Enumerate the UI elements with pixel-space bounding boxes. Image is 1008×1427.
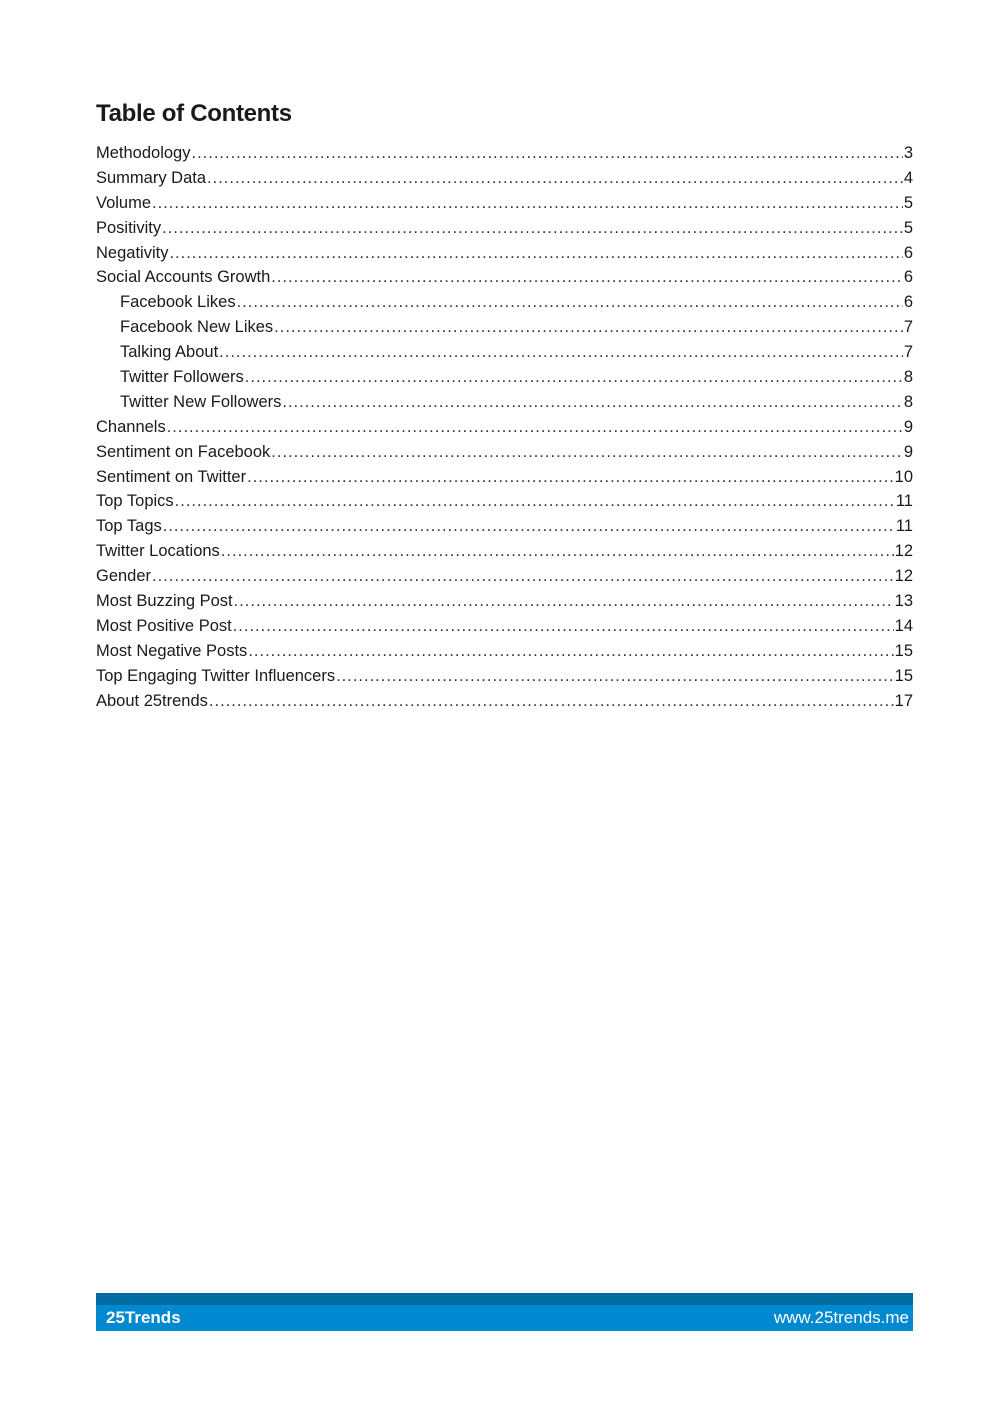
toc-leader-dots <box>152 191 903 216</box>
toc-entry[interactable] <box>96 564 913 589</box>
toc-entry-label: Facebook New Likes <box>120 318 274 337</box>
toc-entry-label: Channels <box>96 417 166 436</box>
toc-entry-page-number: 17 <box>894 691 913 710</box>
toc-entry[interactable] <box>96 191 913 216</box>
toc-entry[interactable] <box>96 315 913 340</box>
footer-url[interactable]: www.25trends.me <box>773 1308 909 1327</box>
toc-entry-label: Top Engaging Twitter Influencers <box>96 666 336 685</box>
toc-entry-page-number: 5 <box>903 193 913 212</box>
toc-entry-label: Most Buzzing Post <box>96 592 233 611</box>
toc-entry-label: Most Negative Posts <box>96 641 248 660</box>
toc-entry[interactable] <box>96 589 913 614</box>
toc-entry-label: Twitter Followers <box>120 368 244 387</box>
toc-entry-page-number: 3 <box>903 144 913 162</box>
toc-entry[interactable] <box>96 689 913 714</box>
toc-entry-label: Methodology <box>96 144 191 162</box>
toc-entry[interactable] <box>96 166 913 191</box>
toc-leader-dots <box>271 440 903 465</box>
toc-entry-page-number: 13 <box>894 592 913 611</box>
toc-leader-dots <box>245 365 903 390</box>
toc-entry[interactable] <box>96 440 913 465</box>
toc-entry-label: About 25trends <box>96 691 208 710</box>
toc-entry[interactable] <box>96 141 913 166</box>
toc-entry-label: Facebook Likes <box>120 293 236 312</box>
toc-leader-dots <box>274 315 903 340</box>
page-footer <box>96 1293 913 1331</box>
toc-entry-page-number: 6 <box>903 268 913 287</box>
toc-entry-label: Social Accounts Growth <box>96 268 271 287</box>
toc-entry-page-number: 6 <box>903 293 913 312</box>
toc-leader-dots <box>169 241 902 266</box>
toc-leader-dots <box>234 589 894 614</box>
toc-leader-dots <box>162 216 903 241</box>
toc-entry-page-number: 14 <box>894 616 913 635</box>
toc-leader-dots <box>248 639 893 664</box>
toc-entry-label: Volume <box>96 193 152 212</box>
toc-leader-dots <box>336 664 894 689</box>
toc-entry-page-number: 11 <box>895 492 913 511</box>
toc-entry-label: Gender <box>96 567 152 586</box>
toc-entry-page-number: 8 <box>903 392 913 411</box>
toc-leader-dots <box>233 614 894 639</box>
footer-top-band <box>96 1293 913 1305</box>
toc-entry[interactable] <box>96 614 913 639</box>
toc-entry[interactable] <box>96 216 913 241</box>
toc-entry-page-number: 10 <box>894 467 913 486</box>
toc-entry[interactable] <box>96 265 913 290</box>
toc-leader-dots <box>209 689 894 714</box>
toc-entry[interactable] <box>96 340 913 365</box>
toc-leader-dots <box>271 265 903 290</box>
toc-entry-page-number: 7 <box>903 318 913 337</box>
toc-entry-label: Twitter Locations <box>96 542 220 561</box>
toc-leader-dots <box>282 390 902 415</box>
toc-entry-page-number: 11 <box>895 517 913 536</box>
toc-leader-dots <box>219 340 903 365</box>
toc-entry[interactable] <box>96 415 913 440</box>
toc-entry[interactable] <box>96 514 913 539</box>
toc-leader-dots <box>237 290 903 315</box>
footer-brand: 25Trends <box>106 1308 181 1327</box>
toc-entry[interactable] <box>96 489 913 514</box>
toc-entry-page-number: 12 <box>894 567 913 586</box>
toc-entry-label: Twitter New Followers <box>120 392 282 411</box>
toc-entry[interactable] <box>96 465 913 490</box>
toc-leader-dots <box>152 564 894 589</box>
toc-entry[interactable] <box>96 241 913 266</box>
toc-title: Table of Contents <box>96 100 292 127</box>
toc-leader-dots <box>207 166 903 191</box>
toc-entry-label: Sentiment on Twitter <box>96 467 247 486</box>
toc-entry-label: Talking About <box>120 343 219 362</box>
toc-entry-label: Negativity <box>96 243 169 262</box>
toc-entry-label: Summary Data <box>96 168 207 187</box>
toc-entry-page-number: 15 <box>894 641 913 660</box>
toc-entry[interactable] <box>96 290 913 315</box>
toc-entry-page-number: 9 <box>903 417 913 436</box>
toc-leader-dots <box>167 415 903 440</box>
toc-entry[interactable] <box>96 664 913 689</box>
toc-entry[interactable] <box>96 639 913 664</box>
toc-entry-label: Top Tags <box>96 517 162 536</box>
toc-entry[interactable] <box>96 390 913 415</box>
toc-entry-page-number: 7 <box>903 343 913 362</box>
toc-entry-label: Sentiment on Facebook <box>96 442 271 461</box>
toc-entry-label: Top Topics <box>96 492 174 511</box>
toc-entry-page-number: 4 <box>903 168 913 187</box>
toc-entry-label: Positivity <box>96 218 162 237</box>
toc-leader-dots <box>247 465 894 490</box>
toc-entry-page-number: 8 <box>903 368 913 387</box>
toc-leader-dots <box>163 514 895 539</box>
toc-entry-page-number: 15 <box>894 666 913 685</box>
toc-entry[interactable] <box>96 365 913 390</box>
toc-list <box>96 141 913 713</box>
toc-entry[interactable] <box>96 539 913 564</box>
toc-entry-page-number: 12 <box>894 542 913 561</box>
toc-entry-page-number: 9 <box>903 442 913 461</box>
toc-entry-page-number: 5 <box>903 218 913 237</box>
toc-leader-dots <box>221 539 894 564</box>
toc-entry-label: Most Positive Post <box>96 616 232 635</box>
toc-entry-page-number: 6 <box>903 243 913 262</box>
toc-leader-dots <box>175 489 895 514</box>
toc-leader-dots <box>191 141 902 166</box>
